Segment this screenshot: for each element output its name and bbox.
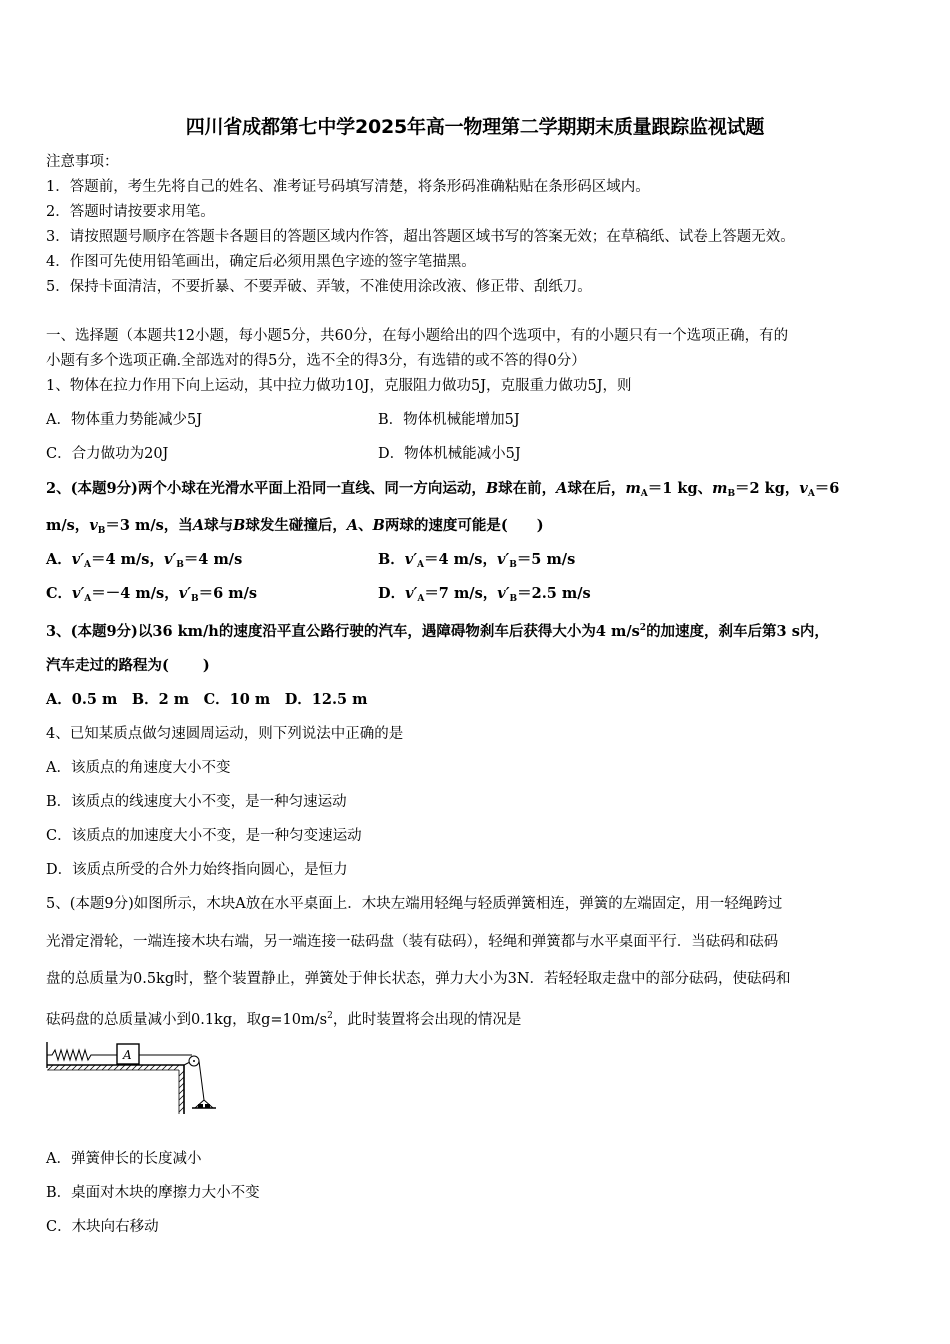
q5-option-a: A．弹簧伸长的长度减小 (46, 1151, 202, 1167)
q2-option-d: D．$v'_A=7$ m/s，$v'_B=2.5$ m/s (378, 585, 591, 604)
pulley-axle (193, 1060, 195, 1062)
q1-option-d: D．物体机械能减小5J (378, 446, 521, 462)
q5-stem-line-2: 光滑定滑轮，一端连接木块右端，另一端连接一砝码盘（装有砝码），轻绳和弹簧都与水平桌面平行．当砝码和砝码 (46, 934, 779, 950)
spring (47, 1050, 117, 1060)
q1-stem: 1、物体在拉力作用下向上运动，其中拉力做功10J，克服阻力做功5J，克服重力做功5J，则 (46, 378, 632, 394)
q5-stem-line-4: 砝码盘的总质量减小到0.1kg，取$g=10m/s^2$，此时装置将会出现的情况是 (46, 1011, 522, 1028)
q4-option-a: A．该质点的角速度大小不变 (46, 760, 231, 776)
spring-block-pulley-diagram (44, 1038, 219, 1118)
q4-option-b: B．该质点的线速度大小不变，是一种匀速运动 (46, 794, 347, 810)
string-vertical (199, 1061, 204, 1100)
q4-stem: 4、已知某质点做匀速圆周运动，则下列说法中正确的是 (46, 726, 404, 742)
q5-option-b: B．桌面对木块的摩擦力大小不变 (46, 1185, 260, 1201)
notice-heading: 注意事项： (46, 154, 119, 170)
q3-stem-line-2: 汽车走过的路程为( ) (46, 657, 210, 674)
notice-item-1: 1．答题前，考生先将自己的姓名、准考证号码填写清楚，将条形码准确粘贴在条形码区域内。 (46, 179, 650, 195)
q2-option-a: A．$v'_A=4$ m/s，$v'_B=4$ m/s (46, 551, 243, 570)
q4-option-d: D．该质点所受的合外力始终指向圆心，是恒力 (46, 862, 348, 878)
section-header-line-1: 一、选择题（本题共12小题，每小题5分，共60分，在每小题给出的四个选项中，有的小题只有一个选项正确，有的 (46, 328, 789, 344)
block-a-label: A (123, 1048, 132, 1062)
q5-stem-line-1: 5、(本题9分)如图所示，木块A放在水平桌面上．木块左端用轻绳与轻质弹簧相连，弹簧的左端固定，用一轻绳跨过 (46, 896, 783, 912)
q2-option-b: B．$v'_A=4$ m/s，$v'_B=5$ m/s (378, 551, 576, 570)
q3-options: A．0.5 m B．2 m C．10 m D．12.5 m (46, 691, 368, 708)
q4-option-c: C．该质点的加速度大小不变，是一种匀变速运动 (46, 828, 362, 844)
q1-option-b: B．物体机械能增加5J (378, 412, 520, 428)
section-header-line-2: 小题有多个选项正确.全部选对的得5分，选不全的得3分，有选错的或不答的得0分） (46, 353, 586, 369)
q5-stem-line-3: 盘的总质量为0.5kg时，整个装置静止，弹簧处于伸长状态，弹力大小为3N．若轻轻取走盘中的部分砝码，使砝码和 (46, 971, 791, 987)
q3-stem-line-1: 3、(本题9分)以36 km/h的速度沿平直公路行驶的汽车，遇障碍物刹车后获得大小为4 $m/s^2$的加速度，刹车后第3 s内， (46, 623, 829, 640)
q2-stem-line-2: m/s，$v_B=3$ m/s，当A球与B球发生碰撞后，A、B两球的速度可能是( ) (46, 517, 544, 536)
q2-option-c: C．$v'_A=-4$ m/s，$v'_B=6$ m/s (46, 585, 258, 604)
q1-option-a: A．物体重力势能减少5J (46, 412, 203, 428)
notice-item-4: 4．作图可先使用铅笔画出，确定后必须用黑色字迹的签字笔描黑。 (46, 254, 476, 270)
notice-item-5: 5．保持卡面清洁，不要折暴、不要弄破、弄皱，不准使用涂改液、修正带、刮纸刀。 (46, 279, 592, 295)
q5-option-c: C．木块向右移动 (46, 1219, 159, 1235)
notice-item-2: 2．答题时请按要求用笔。 (46, 204, 215, 220)
q1-option-c: C．合力做功为20J (46, 446, 169, 462)
weight-pan (192, 1100, 216, 1108)
page-title: 四川省成都第七中学2025年高一物理第二学期期末质量跟踪监视试题 (185, 116, 765, 138)
notice-item-3: 3．请按照题号顺序在答题卡各题目的答题区域内作答，超出答题区域书写的答案无效；在草稿纸、试卷上答题无效。 (46, 229, 795, 245)
q2-stem-line-1: 2、(本题9分)两个小球在光滑水平面上沿同一直线、同一方向运动，B球在前，A球在后，$m_A=1$ kg、$m_B=2$ kg，$v_A=6$ (46, 480, 840, 499)
